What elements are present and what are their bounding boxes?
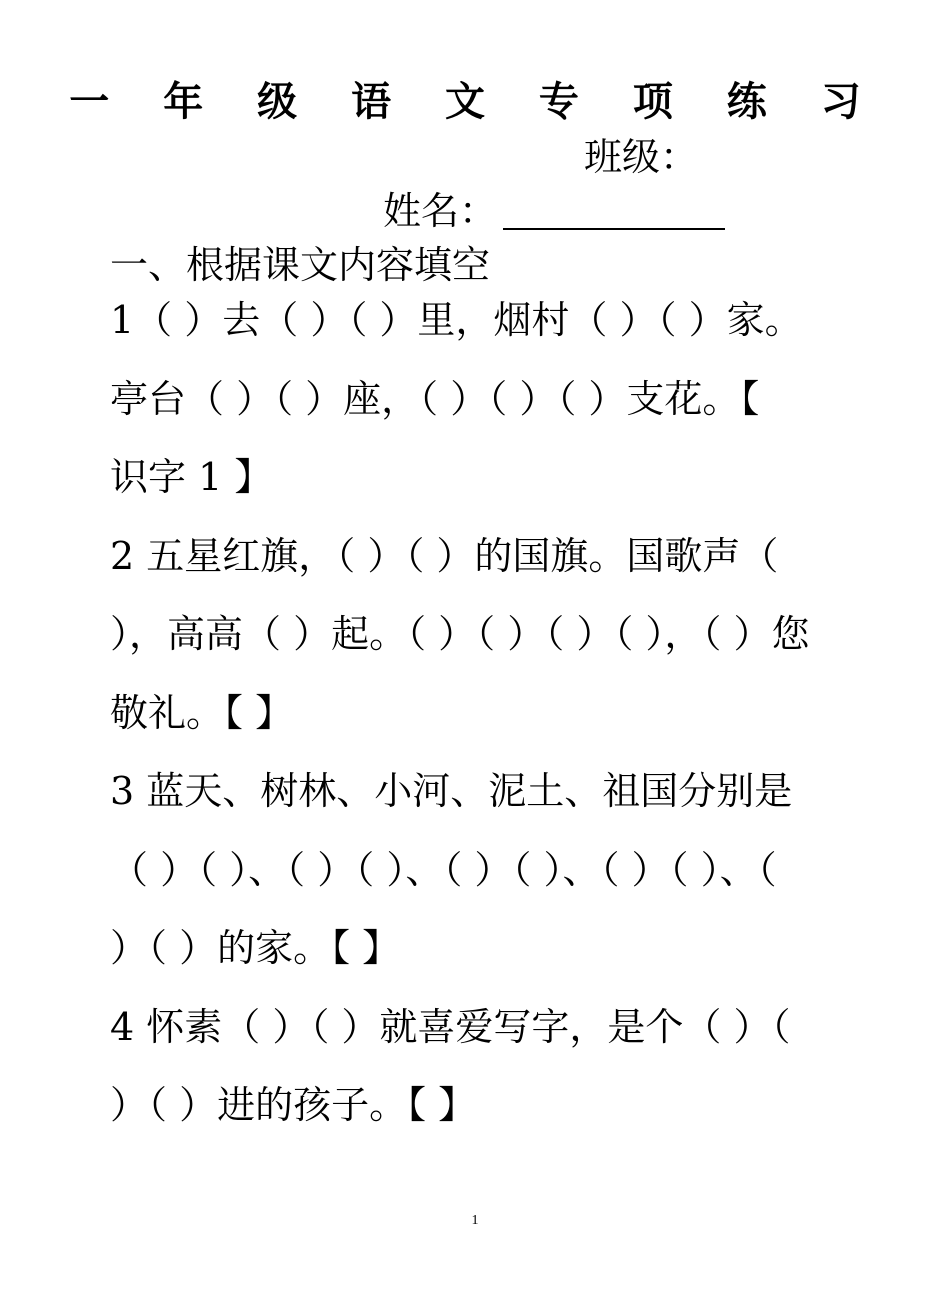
worksheet-title: 一 年 级 语 文 专 项 练 习 <box>69 79 881 125</box>
exercise-line: 4 怀素（ ）（ ）就喜爱写字，是个（ ）（ <box>110 1004 791 1049</box>
page-number: 1 <box>471 1213 479 1228</box>
name-blank-underline[interactable] <box>503 188 725 230</box>
exercise-line: ）（ ）的家。【 】 <box>110 926 401 970</box>
section-heading: 一、根据课文内容填空 <box>110 243 491 287</box>
exercise-line: 敬礼。【 】 <box>110 690 294 735</box>
exercise-line: 亭台（ ）（ ）座，（ ）（ ）（ ）支花。【 <box>110 376 760 421</box>
class-field-label: 班级： <box>584 135 699 179</box>
name-field <box>383 184 725 238</box>
exercise-line: 1（ ）去（ ）（ ）里，烟村（ ）（ ）家。 <box>110 298 803 342</box>
exercise-line: 识字 1 】 <box>110 455 273 499</box>
exercise-line: （ ）（ ）、（ ）（ ）、（ ）（ ）、（ ）（ ）、（ <box>110 847 777 892</box>
exercise-line: ）（ ）进的孩子。【 】 <box>110 1083 477 1127</box>
exercise-line: 2 五星红旗，（ ）（ ）的国旗。国歌声（ <box>110 533 779 578</box>
name-field-label: 姓名： <box>383 189 498 233</box>
exercise-line: ），高高（ ）起。（ ）（ ）（ ）（ ），（ ）您 <box>110 612 810 656</box>
exercise-content <box>110 281 850 1145</box>
exercise-line: 3 蓝天、树林、小河、泥土、祖国分别是 <box>110 769 793 813</box>
